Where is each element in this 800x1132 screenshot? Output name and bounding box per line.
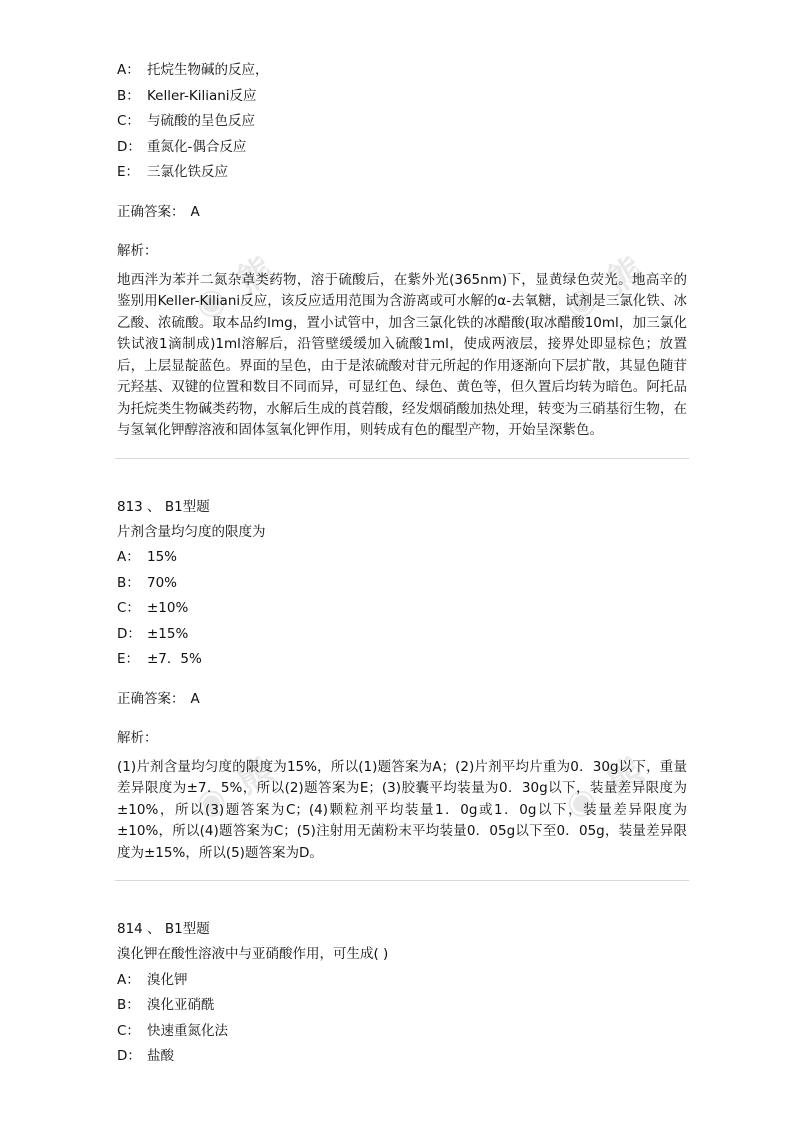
correct-answer: 正确答案： A	[117, 203, 200, 220]
option-e: E： ±7．5%	[117, 651, 202, 667]
analysis-label: 解析：	[117, 242, 158, 259]
option-e: E： 三氯化铁反应	[117, 164, 228, 180]
watermark: ◉ 熊	[187, 248, 284, 327]
option-a: A： 托烷生物碱的反应，	[117, 62, 269, 78]
question-814	[117, 917, 687, 1070]
document-page	[117, 58, 687, 1070]
question-number: 813 、 B1型题	[117, 498, 210, 515]
analysis-label: 解析：	[117, 729, 158, 746]
option-b: B： 70%	[117, 574, 178, 591]
option-c: C： 快速重氮化法	[117, 1022, 228, 1039]
question-813	[117, 495, 687, 865]
option-d: D： 重氮化-偶合反应	[117, 138, 247, 155]
option-b: B： 溴化亚硝酰	[117, 997, 215, 1013]
option-b: B： Keller-Kiliani反应	[117, 87, 257, 104]
question-number: 814 、 B1型题	[117, 921, 210, 937]
analysis-text: (1)片剂含量均匀度的限度为15%，所以(1)题答案为A；(2)片剂平均片重为0．30g以下，重量差异限度为±7．5%，所以(2)题答案为E；(3)胶囊平均装量为0．30g以下，装量差异限度为±10%，所以(3)题答案为C；(4)颗粒剂平均装量1．0g或1．0g以下，装量差异限度为±10%，所以(4)题答案为C；(5)注射用无菌粉末平均装量0．05g以下至0．05g，装量差异限度为±15%，所以(5)题答案为D。	[117, 758, 687, 861]
option-a: A： 溴化钾	[117, 971, 188, 988]
option-d: D： ±15%	[117, 625, 189, 642]
option-c: C： ±10%	[117, 600, 189, 616]
option-a: A： 15%	[117, 549, 178, 565]
watermark: ◉ 熊	[557, 248, 654, 327]
option-c: C： 与硫酸的呈色反应	[117, 113, 255, 129]
question-stem: 溴化钾在酸性溶液中与亚硝酸作用，可生成( )	[117, 946, 389, 962]
watermark: ◉ 熊	[187, 748, 284, 827]
correct-answer: 正确答案： A	[117, 690, 200, 707]
watermark: ◉ 熊	[557, 748, 654, 827]
analysis-text: 地西泮为苯并二氮杂䓬类药物，溶于硫酸后，在紫外光(365nm)下，显黄绿色荧光。地高辛的鉴别用Keller-Kiliani反应，该反应适用范围为含游离或可水解的α-去氧糖，试剂是三氯化铁、冰乙酸、浓硫酸。取本品约Img，置小试管中，加含三氯化铁的冰醋酸(取冰醋酸10ml，加三氯化铁试液1滴制成)1ml溶解后，沿管壁缓缓加入硫酸1ml，使成两液层，接界处即显棕色；放置后，上层显靛蓝色。界面的呈色，由于是浓硫酸对苷元所起的作用逐渐向下层扩散，其显色随苷元羟基、双键的位置和数目不同而异，可显红色、绿色、黄色等，但久置后均转为暗色。阿托品为托烷类生物碱类药物，水解后生成的莨菪酸，经发烟硝酸加热处理，转变为三硝基衍生物，在与氢氧化钾醇溶液和固体氢氧化钾作用，则转成有色的醌型产物，开始呈深紫色。	[117, 271, 687, 438]
option-d: D： 盐酸	[117, 1048, 174, 1064]
question-stem: 片剂含量均匀度的限度为	[117, 523, 266, 540]
question-block-prev	[117, 58, 687, 442]
